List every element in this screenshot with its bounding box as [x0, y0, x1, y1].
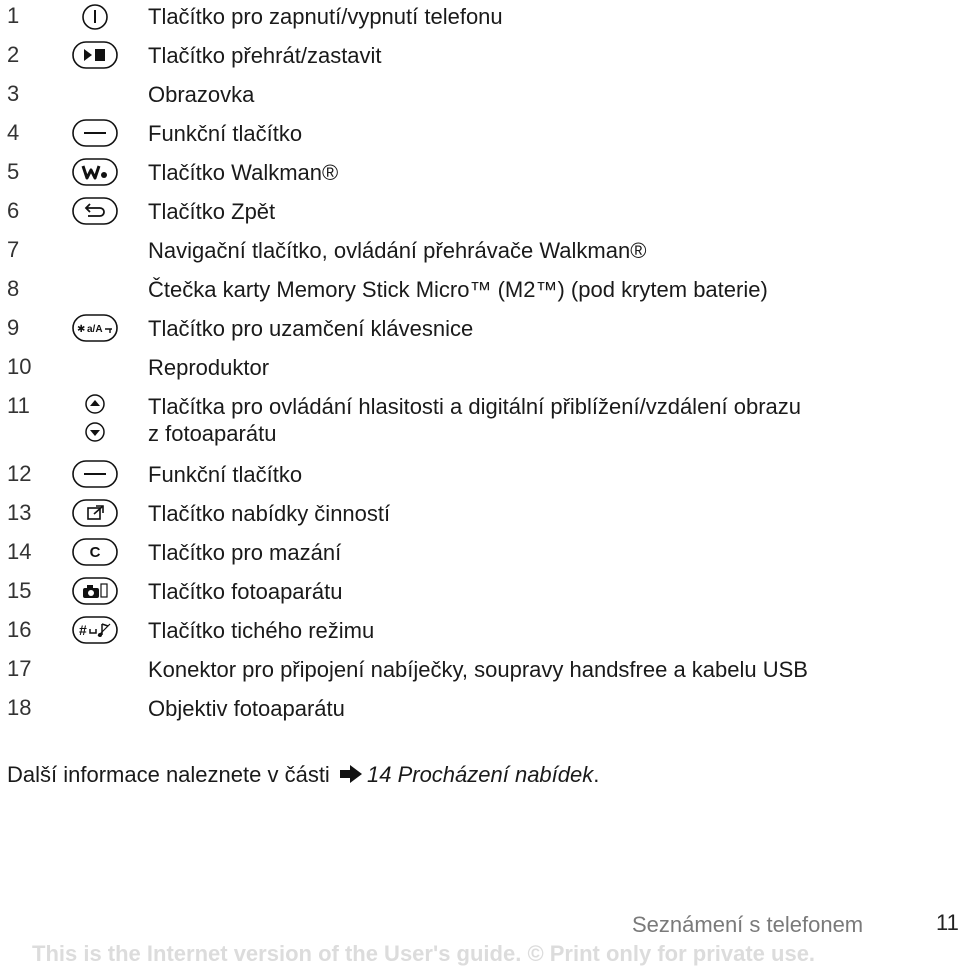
silent-icon	[72, 616, 120, 646]
item-label: Navigační tlačítko, ovládání přehrávače Walkman®	[148, 238, 647, 263]
item-label: Tlačítko pro uzamčení klávesnice	[148, 316, 474, 341]
item-number: 2	[7, 42, 20, 67]
clear-icon-text: C	[89, 544, 101, 561]
volume-icon	[72, 392, 120, 422]
svg-text:✱: ✱	[77, 324, 86, 335]
legend-row	[0, 273, 960, 312]
legend-row	[0, 692, 960, 731]
item-number: 11	[7, 393, 30, 418]
item-number: 4	[7, 120, 20, 145]
item-label: Tlačítka pro ovládání hlasitosti a digitální přiblížení/vzdálení obrazu	[148, 394, 802, 419]
legend-row	[0, 195, 960, 234]
reference-arrow-icon	[338, 764, 364, 790]
legend-row	[0, 0, 960, 39]
keylock-icon-text: a/A	[87, 324, 103, 335]
item-label: Konektor pro připojení nabíječky, soupravy handsfree a kabelu USB	[148, 657, 808, 682]
item-label: Čtečka karty Memory Stick Micro™ (M2™) (pod krytem baterie)	[148, 277, 768, 302]
legend-row	[0, 497, 960, 536]
item-number: 1	[7, 3, 20, 28]
item-number: 14	[7, 539, 32, 564]
more-info-end: .	[593, 762, 600, 787]
item-number: 17	[7, 656, 32, 681]
back-icon	[72, 197, 120, 227]
more-info-line	[7, 762, 599, 790]
camera-icon	[72, 577, 120, 607]
item-label: Objektiv fotoaparátu	[148, 696, 345, 721]
clear-icon	[72, 538, 120, 568]
footer-notice: This is the Internet version of the User's guide. © Print only for private use.	[32, 941, 816, 966]
item-number: 15	[7, 578, 32, 603]
item-label: Funkční tlačítko	[148, 121, 303, 146]
more-info-text: Další informace naleznete v části	[7, 762, 330, 787]
footer-section-title: Seznámení s telefonem	[632, 912, 864, 937]
legend-row	[0, 458, 960, 497]
selection-key-icon	[72, 460, 120, 490]
legend-row	[0, 312, 960, 351]
item-label: Tlačítko fotoaparátu	[148, 579, 343, 604]
item-label: Obrazovka	[148, 82, 255, 107]
item-number: 5	[7, 159, 20, 184]
item-number: 12	[7, 461, 32, 486]
play-pause-icon	[72, 41, 120, 71]
item-number: 13	[7, 500, 32, 525]
legend-row	[0, 78, 960, 117]
item-label: Tlačítko pro zapnutí/vypnutí telefonu	[148, 4, 503, 29]
activity-menu-icon	[72, 499, 120, 529]
legend-row	[0, 234, 960, 273]
item-number: 16	[7, 617, 32, 642]
power-icon	[72, 2, 120, 32]
legend-row	[0, 653, 960, 692]
item-label: Reproduktor	[148, 355, 270, 380]
item-number: 3	[7, 81, 20, 106]
item-number: 6	[7, 198, 20, 223]
item-number: 9	[7, 315, 20, 340]
item-label-continued: z fotoaparátu	[148, 421, 277, 446]
item-label: Tlačítko přehrát/zastavit	[148, 43, 382, 68]
legend-row	[0, 117, 960, 156]
item-number: 8	[7, 276, 20, 301]
item-label: Tlačítko Zpět	[148, 199, 276, 224]
legend-row	[0, 39, 960, 78]
item-number: 18	[7, 695, 32, 720]
reference-page-number[interactable]: 14	[366, 762, 392, 787]
legend-row	[0, 575, 960, 614]
reference-link[interactable]: Procházení nabídek	[397, 762, 594, 787]
svg-text:#: #	[79, 622, 87, 638]
item-label: Tlačítko pro mazání	[148, 540, 342, 565]
legend-row	[0, 614, 960, 653]
item-label: Tlačítko nabídky činností	[148, 501, 391, 526]
item-label: Tlačítko Walkman®	[148, 160, 339, 185]
walkman-icon	[72, 158, 120, 188]
selection-key-icon	[72, 119, 120, 149]
item-label: Tlačítko tichého režimu	[148, 618, 375, 643]
keylock-icon	[72, 314, 120, 344]
legend-row	[0, 390, 960, 454]
item-label: Funkční tlačítko	[148, 462, 303, 487]
legend-row	[0, 536, 960, 575]
footer-page-number: 11	[936, 910, 959, 935]
legend-row	[0, 156, 960, 195]
item-number: 7	[7, 237, 20, 262]
legend-row	[0, 351, 960, 390]
item-number: 10	[7, 354, 32, 379]
